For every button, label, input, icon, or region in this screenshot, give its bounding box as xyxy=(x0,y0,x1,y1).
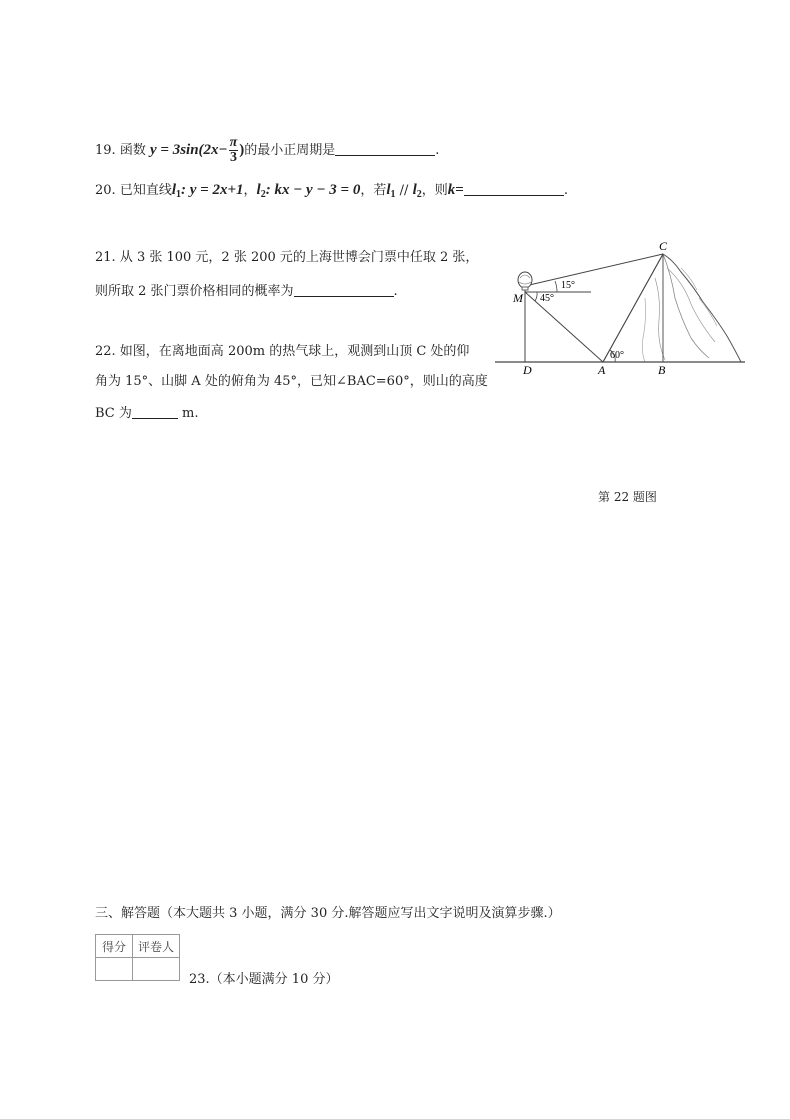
q20-prefix: 已知直线 xyxy=(119,183,172,198)
q20-end: . xyxy=(563,183,568,198)
q19-frac-num: π xyxy=(229,135,238,150)
figure-caption: 第 22 题图 xyxy=(598,490,657,504)
label-B: B xyxy=(658,363,666,377)
q20-par-l1-sub: 1 xyxy=(390,189,396,200)
question-21-line2 xyxy=(95,282,398,302)
q20-k: k xyxy=(447,182,456,198)
q20-parallel-symbol: // xyxy=(395,183,413,198)
label-angle-60: 60° xyxy=(610,350,624,361)
question-19 xyxy=(95,136,439,165)
label-C: C xyxy=(659,239,668,253)
q20-l1-sub: 1 xyxy=(176,189,182,200)
q19-formula-lhs: y = 3sin(2x− xyxy=(149,142,228,158)
question-23: 23.（本小题满分 10 分） xyxy=(189,972,339,987)
q19-formula-rhs: ) xyxy=(239,142,245,158)
label-M: M xyxy=(513,291,523,305)
q20-l2-sub: 2 xyxy=(260,189,266,200)
score-header: 得分 xyxy=(96,935,133,958)
q19-number: 19. xyxy=(95,143,116,158)
score-cell[interactable] xyxy=(96,958,133,981)
question-20 xyxy=(95,180,568,205)
q20-sep: ， xyxy=(243,183,257,198)
q19-end: . xyxy=(435,143,440,158)
q20-number: 20. xyxy=(95,183,116,198)
q22-line3-suffix: m. xyxy=(177,406,199,421)
q21-end: . xyxy=(393,284,398,299)
q19-prefix: 函数 xyxy=(119,143,146,158)
q20-l1-eq: : y = 2x+1 xyxy=(181,182,244,198)
label-angle-15: 15° xyxy=(561,280,575,291)
q20-par-l1: l xyxy=(386,182,391,198)
q20-answer-blank[interactable] xyxy=(464,182,564,196)
q22-answer-blank[interactable] xyxy=(132,405,178,419)
q20-then: ，则 xyxy=(421,183,448,198)
question-22-line2: 角为 15°、山脚 A 处的俯角为 45°，已知∠BAC=60°，则山的高度 xyxy=(95,374,488,389)
q20-l2: l xyxy=(256,182,261,198)
q22-figure xyxy=(495,238,750,378)
q21-line2-text: 则所取 2 张门票价格相同的概率为 xyxy=(95,284,294,299)
q20-l1: l xyxy=(171,182,177,198)
q22-line3-prefix: BC 为 xyxy=(95,406,132,421)
grader-cell[interactable] xyxy=(133,958,180,981)
q20-eq: = xyxy=(455,182,464,198)
question-22-line1: 22. 如图，在离地面高 200m 的热气球上，观测到山顶 C 处的仰 xyxy=(95,344,470,359)
q19-fraction xyxy=(229,136,239,165)
segment-MC xyxy=(525,254,663,286)
score-table xyxy=(95,934,180,981)
q20-cond: ，若 xyxy=(360,183,387,198)
q20-l2-eq: : kx − y − 3 = 0 xyxy=(265,182,361,198)
label-angle-45: 45° xyxy=(540,293,554,304)
q19-suffix: 的最小正周期是 xyxy=(244,143,336,158)
label-D: D xyxy=(523,363,532,377)
question-21-line1: 21. 从 3 张 100 元，2 张 200 元的上海世博会门票中任取 2 张， xyxy=(95,250,479,265)
question-22-line3 xyxy=(95,404,198,424)
grader-header: 评卷人 xyxy=(133,935,180,958)
balloon-icon xyxy=(518,272,532,290)
segment-MA xyxy=(525,292,603,362)
label-A: A xyxy=(598,363,606,377)
q20-par-l2-sub: 2 xyxy=(416,189,422,200)
q20-par-l2: l xyxy=(412,182,417,198)
q19-frac-den: 3 xyxy=(229,150,237,165)
q19-answer-blank[interactable] xyxy=(335,142,435,156)
mountain-shape xyxy=(603,254,741,362)
section-3-heading: 三、解答题（本大题共 3 小题，满分 30 分.解答题应写出文字说明及演算步骤.） xyxy=(95,906,561,921)
q21-answer-blank[interactable] xyxy=(294,283,394,297)
